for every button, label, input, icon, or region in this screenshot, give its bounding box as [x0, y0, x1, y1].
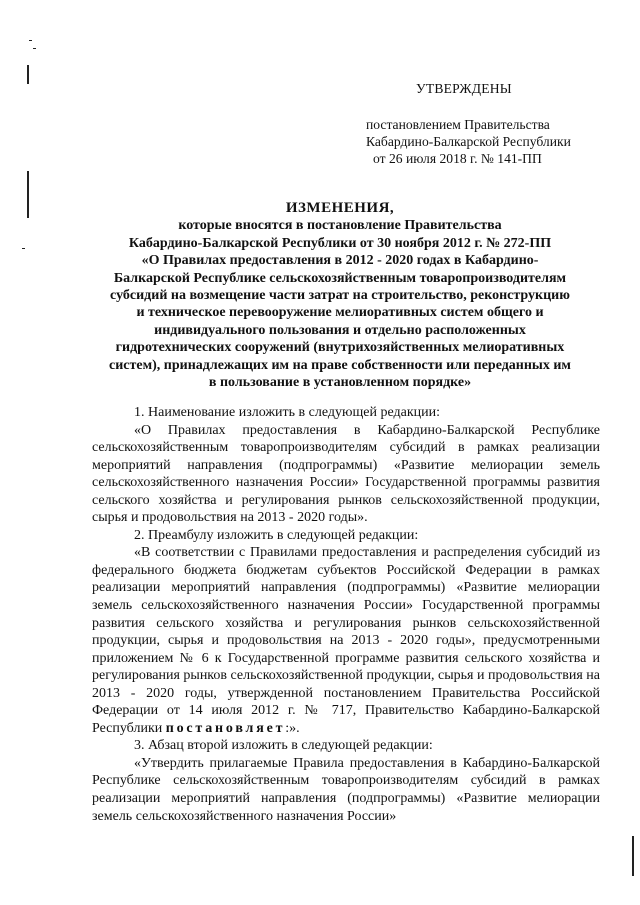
item-2-tail: :».	[285, 720, 300, 736]
title-line: и техническое перевооружение мелиоративных систем общего и	[136, 305, 544, 321]
document-title	[80, 200, 600, 391]
item-2-text	[92, 544, 600, 737]
title-line: гидротехнических сооружений (внутрихозяйственных мелиоративных	[115, 340, 565, 356]
resolves-word: постановляет	[165, 720, 286, 736]
item-2-heading: 2. Преамбулу изложить в следующей редакции:	[134, 527, 419, 543]
scan-mark	[27, 171, 29, 218]
approval-heading: УТВЕРЖДЕНЫ	[416, 81, 512, 96]
approval-block	[366, 80, 606, 167]
item-3-text: «Утвердить прилагаемые Правила предоставления в Кабардино-Балкарской Республике сельскохозяйственным товаропроизводителям субсидий в рамках реализации мероприятий направления (подпрограммы) «Развитие мелиорации земель сельскохозяйственного назначения России»	[92, 755, 600, 824]
title-line: систем), принадлежащих им на праве собственности или переданных им	[109, 357, 571, 373]
title-line: в пользование в установленном порядке»	[208, 375, 472, 391]
scan-mark	[33, 48, 36, 49]
scan-mark	[22, 248, 25, 249]
title-line: индивидуального пользования и отдельно расположенных	[154, 322, 526, 338]
title-line: которые вносятся в постановление Правительства	[178, 218, 502, 234]
approval-line: от 26 июля 2018 г. № 141-ПП	[373, 151, 542, 166]
item-2-main-text: «В соответствии с Правилами предоставления и распределения субсидий из федерального бюджета бюджетам субъектов Российской Федерации в рамках реализации мероприятий направления (подпрограммы) «Развитие мелиорации земель сельскохозяйственного назначения России» Государственной программы развития сельского хозяйства и регулирования рынков сельскохозяйственной продукции, сырья и продовольствия на 2013 - 2020 годы», предусмотренными приложением № 6 к Государственной программе развития сельского хозяйства и регулирования рынков сельскохозяйственной продукции, сырья и продовольствия на 2013 - 2020 годы, утвержденной постановлением Правительства Российской Федерации от 14 июля 2012 г. № 717, Правительство Кабардино-Балкарской Республики	[92, 545, 600, 736]
scan-mark	[632, 836, 634, 876]
item-3-heading: 3. Абзац второй изложить в следующей редакции:	[134, 738, 433, 754]
scan-mark	[29, 40, 32, 41]
title-line: «О Правилах предоставления в 2012 - 2020 годах в Кабардино-	[141, 253, 539, 269]
title-line: Балкарской Республике сельскохозяйственным товаропроизводителям	[113, 270, 567, 286]
approval-line: постановлением Правительства	[366, 117, 550, 132]
title-heading: ИЗМЕНЕНИЯ,	[285, 200, 395, 216]
title-line: Кабардино-Балкарской Республики от 30 ноября 2012 г. № 272-ПП	[128, 235, 552, 251]
approval-line: Кабардино-Балкарской Республики	[366, 134, 571, 149]
title-line: субсидий на возмещение части затрат на строительство, реконструкцию	[110, 288, 570, 304]
scan-mark	[27, 65, 29, 84]
item-1-heading: 1. Наименование изложить в следующей редакции:	[134, 405, 440, 420]
item-1-text: «О Правилах предоставления в Кабардино-Балкарской Республике сельскохозяйственным товаропроизводителям субсидий в рамках реализации мероприятий направления (подпрограммы) «Развитие мелиорации земель сельскохозяйственного назначения России» Государственной программы развития сельского хозяйства и регулирования рынков сельскохозяйственной продукции, сырья и продовольствия на 2013 - 2020 годы».	[92, 422, 600, 526]
document-body	[92, 404, 600, 825]
